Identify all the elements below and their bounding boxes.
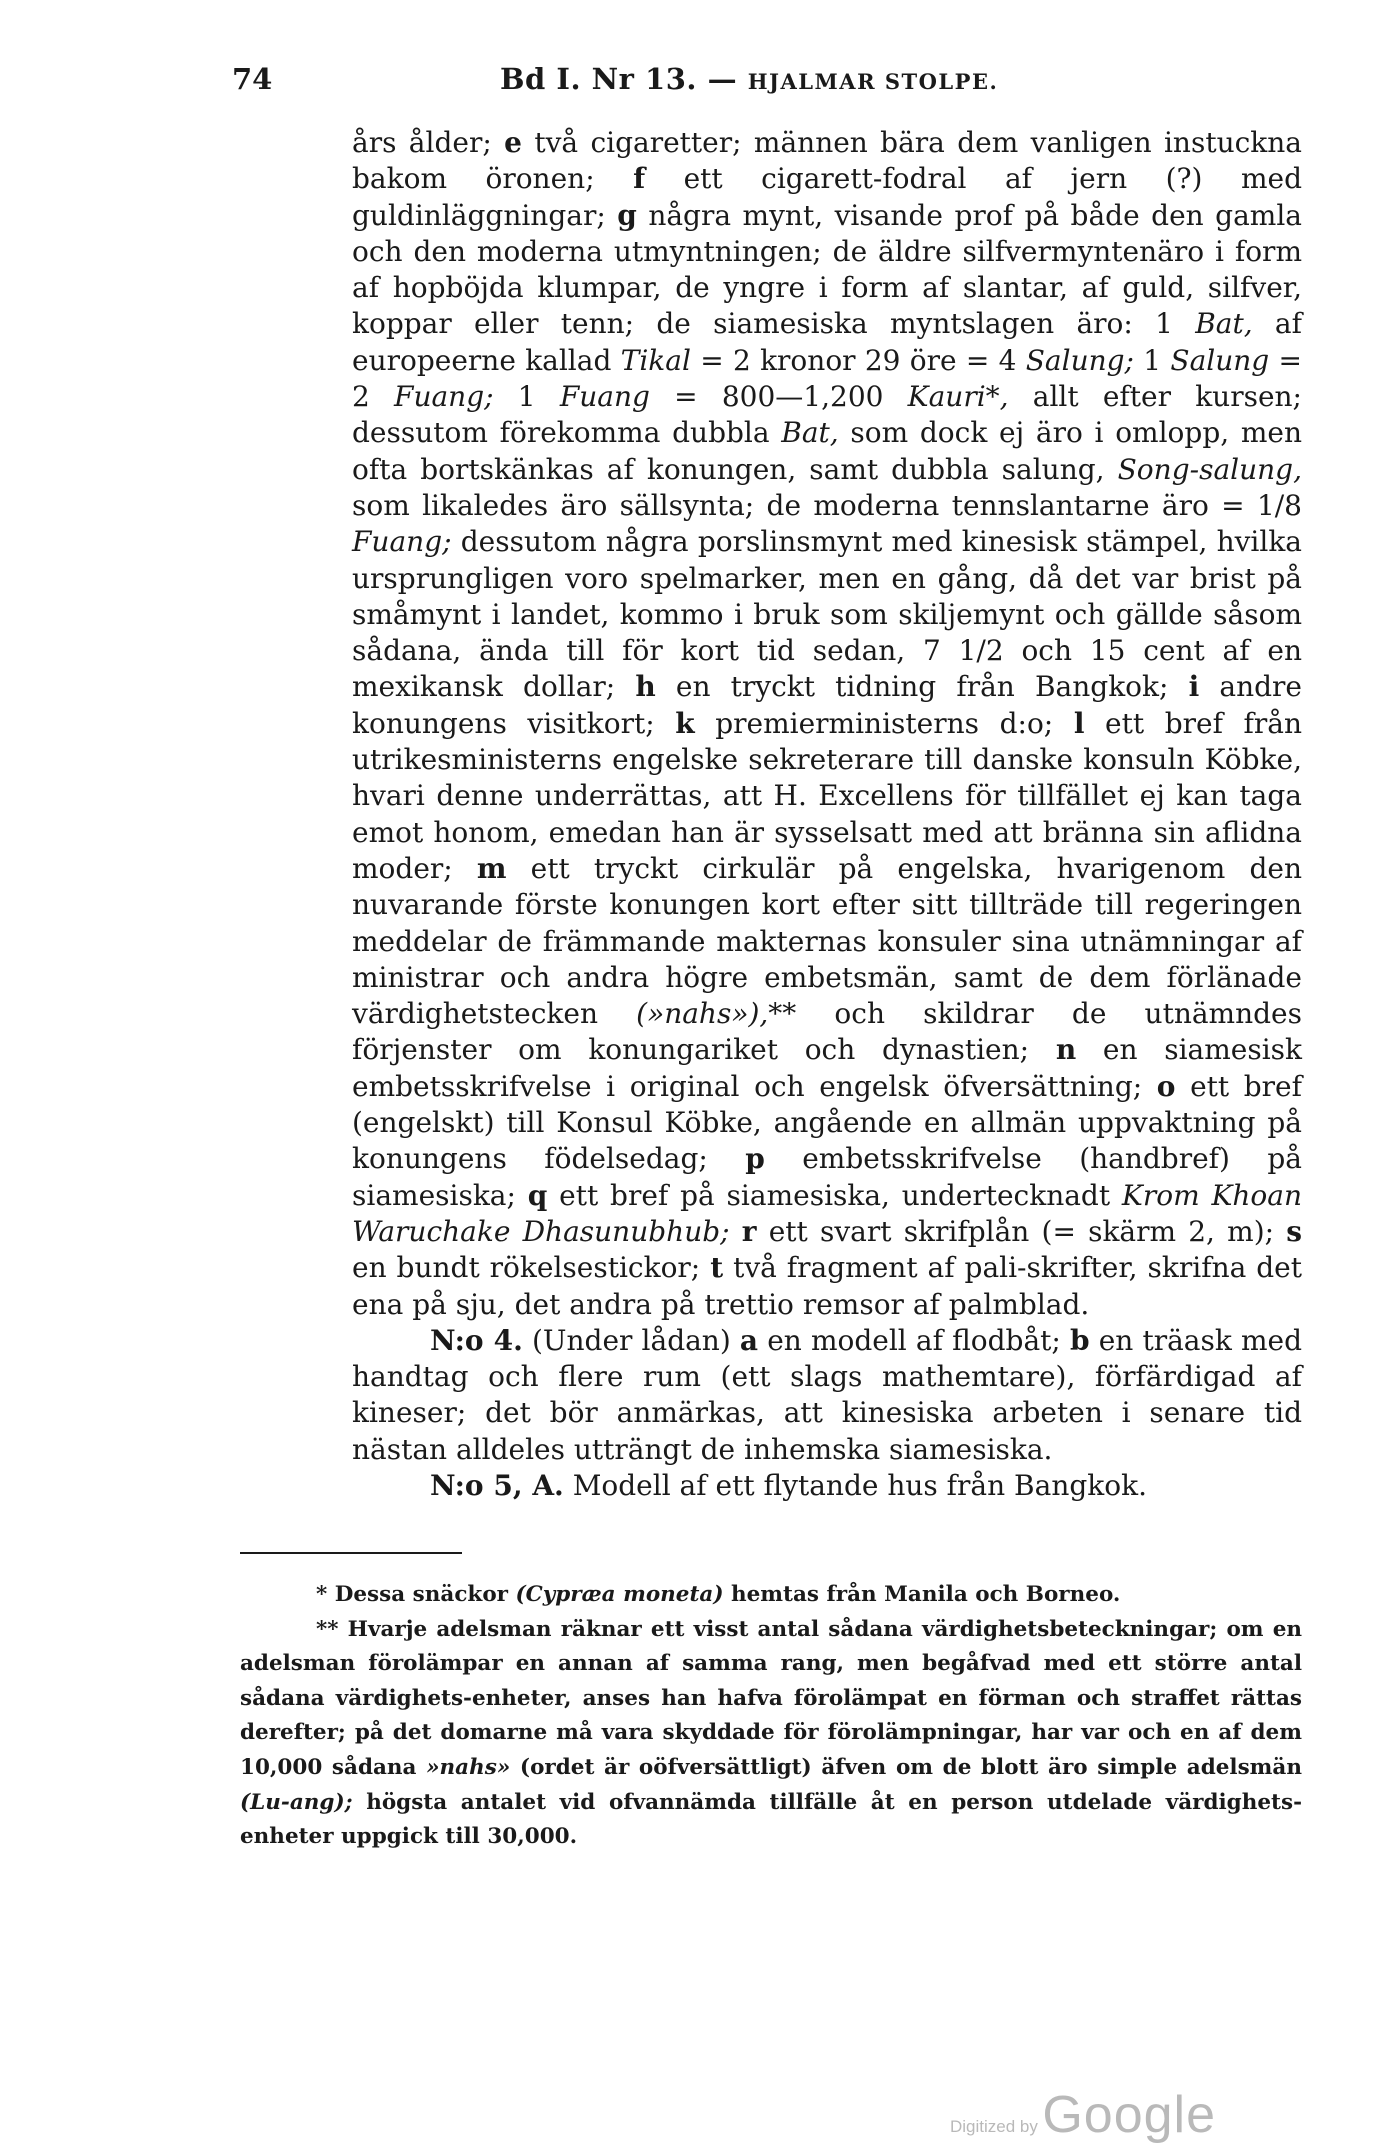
watermark-digitized-by: Digitized by <box>950 2117 1038 2136</box>
bold-text-run: a <box>739 1323 759 1357</box>
italic-text-run: (Cypræa moneta) <box>515 1582 724 1607</box>
text-run: ett tryckt cirkulär på engelska, hvarigenom den nuvarande förste konungen kort efter sitt tillträde till regeringen meddelar de främmande makternas konsuler sina utnämningar af ministrar och andra högre embetsmän, samt de dem förlänade värdighetstecken <box>352 851 1302 1031</box>
bold-text-run: h <box>635 670 656 704</box>
text-run: och skildrar de utnämndes förjenster om konungariket och dynastien; <box>352 997 1302 1067</box>
text-run: ett bref (engelskt) till Konsul Köbke, angående en allmän uppvaktning på konungens födelsedag; <box>352 1069 1302 1176</box>
italic-text-run: (»nahs»),** <box>636 997 797 1031</box>
text-run: en tryckt tidning från Bangkok; <box>655 670 1189 704</box>
bold-text-run: N:o 5, A. <box>430 1468 564 1502</box>
italic-text-run: Kauri*, <box>907 380 1009 414</box>
text-run: 1 <box>1134 343 1171 377</box>
paragraph-item-list <box>352 125 1302 1323</box>
text-run: = 2 <box>352 343 1302 414</box>
bold-text-run: e <box>504 126 522 159</box>
italic-text-run: Song-salung, <box>1117 452 1302 486</box>
text-run: ett svart skrifplån (= skärm 2, m); <box>756 1214 1287 1248</box>
text-run: embetsskrifvelse (handbref) på siamesiska; <box>352 1142 1302 1212</box>
text-run: (ordet är oöfversättligt) äfven om de blott äro simple adelsmän <box>510 1754 1302 1780</box>
paragraph-no-5 <box>352 1468 1302 1504</box>
text-run: Modell af ett flytande hus från Bangkok. <box>563 1468 1147 1502</box>
bold-text-run: l <box>1073 706 1085 740</box>
text-run: ** Hvarje adelsman räknar ett visst antal sådana värdighetsbeteckningar; om en adelsman förolämpar en annan af samma rang, men begåfvad med ett större antal sådana värdighets-enheter, anses han hafva förolämpat en förman och straffet rättas derefter; på det domarne må vara skyddade för förolämpningar, har var och en af dem 10,000 sådana <box>240 1616 1302 1780</box>
paragraph-no-4 <box>352 1323 1302 1468</box>
text-run: = 800—1,200 <box>649 380 908 414</box>
text-run: års ålder; <box>352 126 505 159</box>
text-run: hemtas från Manila och Borneo. <box>723 1582 1121 1607</box>
text-run: en träask med handtag och flere rum (ett slags mathemtare), förfärdigad af kineser; det bör anmärkas, att kinesiska arbeten i senare tid nästan alldeles utträngt de inhemska siamesiska. <box>352 1323 1303 1466</box>
italic-text-run: Fuang <box>559 380 650 414</box>
italic-text-run: Bat, <box>1195 307 1253 341</box>
running-head <box>500 62 998 96</box>
text-run: två cigaretter; männen bära dem vanligen instuckna bakom öronen; <box>352 126 1302 196</box>
text-run: ett bref från utrikesministerns engelske sekreterare till danske konsuln Köbke, hvari denne underrättas, att H. Excellens för tillfället ej kan taga emot honom, emedan han är sysselsatt med att bränna sin aflidna moder; <box>352 706 1302 885</box>
text-run: som dock ej äro i omlopp, men ofta bortskänkas af konungen, samt dubbla salung, <box>352 416 1303 486</box>
text-run: af europeerne kallad <box>352 307 1302 377</box>
text-run: några mynt, visande prof på både den gamla och den moderna utmyntningen; de äldre silfvermyntenäro i form af hopböjda klumpar, de yngre i form af slantar, af guld, silfver, koppar eller tenn; de siamesiska myntslagen äro: 1 <box>352 198 1302 341</box>
text-run: premierministerns d:o; <box>694 706 1074 740</box>
text-run: allt efter kursen; dessutom förekomma dubbla <box>352 380 1302 450</box>
text-run: ett cigarett-fodral af jern (?) med guldinläggningar; <box>352 162 1302 232</box>
bold-text-run: N:o 4. <box>430 1323 523 1357</box>
text-run: (Under lådan) <box>522 1323 740 1357</box>
italic-text-run: »nahs» <box>426 1754 511 1780</box>
bold-text-run: p <box>745 1142 765 1176</box>
bold-text-run: b <box>1070 1323 1090 1357</box>
text-run: 1 <box>493 380 560 414</box>
text-run: två fragment af pali-skrifter, skrifna det ena på sju, det andra på trettio remsor af palmblad. <box>352 1251 1302 1321</box>
google-watermark <box>950 2085 1216 2145</box>
bold-text-run: f <box>633 162 646 196</box>
bold-text-run: k <box>675 706 695 740</box>
footnote-rule <box>240 1552 462 1554</box>
text-run: en modell af flodbåt; <box>758 1323 1070 1357</box>
running-head-author: HJALMAR STOLPE. <box>747 69 999 94</box>
text-run <box>730 1215 742 1248</box>
running-head-volume: Bd I. Nr 13. — <box>500 62 738 96</box>
bold-text-run: g <box>617 198 637 232</box>
text-run: en siamesisk embetsskrifvelse i original och engelsk öfversättning; <box>352 1033 1303 1103</box>
page-number: 74 <box>232 62 273 96</box>
text-run: en bundt rökelsestickor; <box>352 1251 711 1285</box>
footnote-2 <box>240 1613 1302 1855</box>
text-run: andre konungens visitkort; <box>352 670 1302 740</box>
italic-text-run: Salung; <box>1025 343 1134 377</box>
italic-text-run: Salung <box>1170 343 1270 377</box>
body-text <box>352 125 1302 1504</box>
bold-text-run: r <box>741 1214 757 1248</box>
footnotes <box>240 1578 1302 1855</box>
italic-text-run: Bat, <box>781 416 839 450</box>
text-run: som likaledes äro sällsynta; de moderna tennslantarne äro = 1/8 <box>352 488 1302 522</box>
bold-text-run: n <box>1055 1033 1077 1067</box>
bold-text-run: t <box>710 1251 724 1285</box>
watermark-google-logo: Google <box>1042 2086 1217 2144</box>
footnote-1 <box>240 1578 1302 1613</box>
bold-text-run: m <box>476 851 507 885</box>
bold-text-run: q <box>527 1178 548 1212</box>
bold-text-run: o <box>1156 1069 1176 1103</box>
text-run: * Dessa snäckor <box>316 1582 516 1607</box>
italic-text-run: Krom Khoan Waruchake Dhasunubhub; <box>352 1178 1302 1248</box>
italic-text-run: Fuang; <box>394 380 494 414</box>
text-run: = 2 kronor 29 öre = 4 <box>690 343 1026 377</box>
text-run: ett bref på siamesiska, undertecknadt <box>547 1178 1122 1212</box>
italic-text-run: (Lu-ang); <box>240 1789 353 1815</box>
bold-text-run: i <box>1188 670 1200 704</box>
bold-text-run: s <box>1286 1214 1302 1248</box>
text-run: högsta antalet vid ofvannämda tillfälle åt en person utdelade värdighets-enheter uppgick till 30,000. <box>240 1789 1302 1850</box>
italic-text-run: Tikal <box>620 343 691 377</box>
text-run: dessutom några porslinsmynt med kinesisk stämpel, hvilka ursprungligen voro spelmarker, men en gång, då det var brist på småmynt i landet, kommo i bruk som skiljemynt och gällde såsom sådana, ända till för kort tid sedan, 7 1/2 och 15 cent af en mexikansk dollar; <box>352 525 1302 704</box>
italic-text-run: Fuang; <box>352 525 452 559</box>
